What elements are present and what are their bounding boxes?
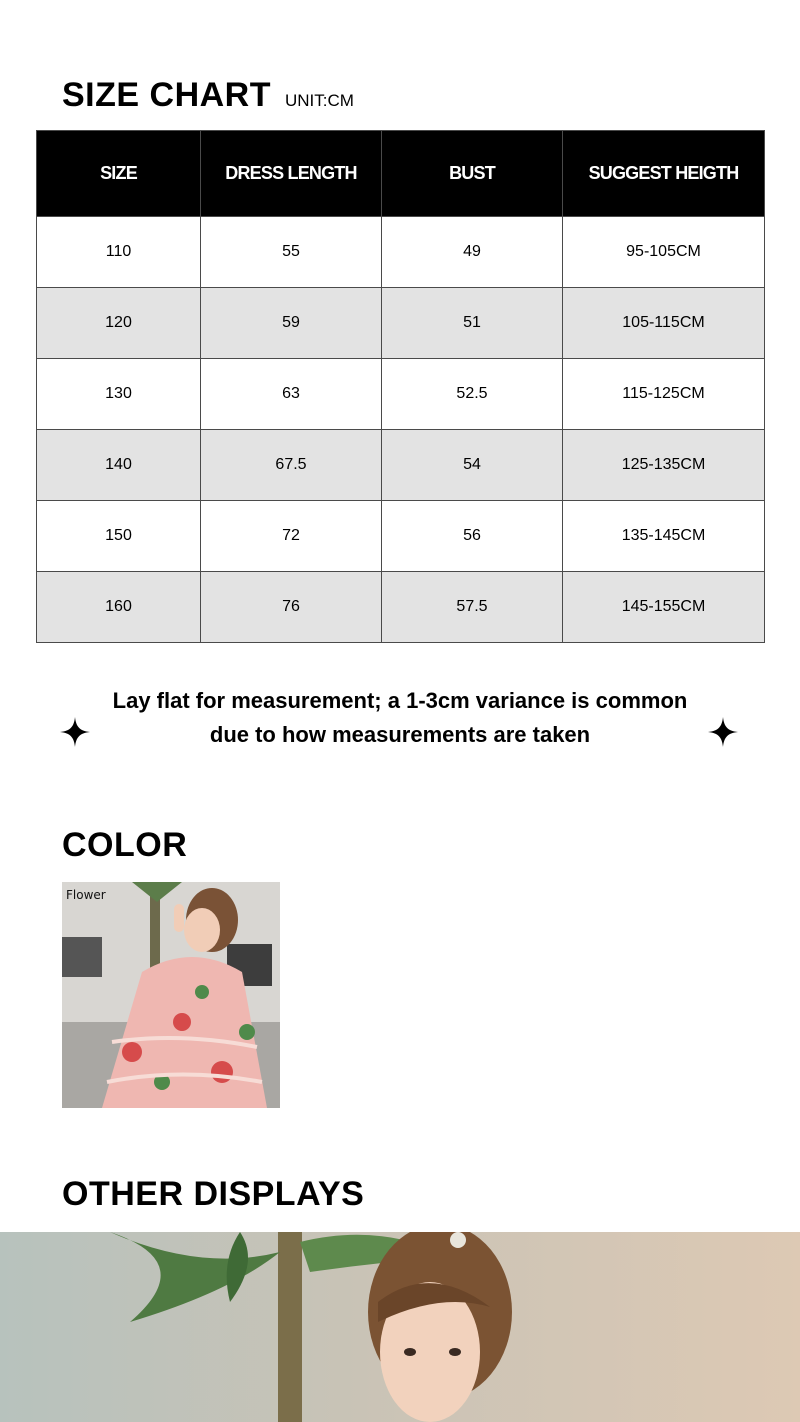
cell-size: 150: [37, 501, 201, 572]
unit-label: UNIT:CM: [285, 91, 354, 110]
size-chart-table: [36, 130, 765, 643]
header-suggest-height: SUGGEST HEIGTH: [563, 131, 765, 217]
color-swatch-flower[interactable]: [62, 882, 280, 1108]
cell-bust: 51: [382, 288, 563, 359]
measurement-note: [60, 684, 740, 752]
other-displays-title: OTHER DISPLAYS: [62, 1175, 365, 1213]
table-row: [37, 430, 765, 501]
table-row: [37, 501, 765, 572]
table-row: [37, 217, 765, 288]
cell-bust: 49: [382, 217, 563, 288]
cell-suggest-height: 105-115CM: [563, 288, 765, 359]
table-row: [37, 288, 765, 359]
product-photo-thumbnail: [62, 882, 280, 1108]
header-bust: BUST: [382, 131, 563, 217]
cell-suggest-height: 115-125CM: [563, 359, 765, 430]
cell-size: 120: [37, 288, 201, 359]
table-header-row: [37, 131, 765, 217]
sparkle-icon: [60, 717, 90, 747]
cell-size: 140: [37, 430, 201, 501]
cell-bust: 57.5: [382, 572, 563, 643]
cell-dress-length: 72: [201, 501, 382, 572]
size-chart-heading: [62, 76, 354, 115]
header-dress-length: DRESS LENGTH: [201, 131, 382, 217]
color-section-title: COLOR: [62, 826, 188, 864]
cell-size: 160: [37, 572, 201, 643]
cell-dress-length: 63: [201, 359, 382, 430]
cell-dress-length: 67.5: [201, 430, 382, 501]
product-photo-large: [0, 1232, 800, 1422]
cell-suggest-height: 125-135CM: [563, 430, 765, 501]
table-row: [37, 359, 765, 430]
table-row: [37, 572, 765, 643]
cell-dress-length: 55: [201, 217, 382, 288]
swatch-label: Flower: [66, 888, 106, 902]
cell-bust: 56: [382, 501, 563, 572]
cell-suggest-height: 145-155CM: [563, 572, 765, 643]
cell-bust: 52.5: [382, 359, 563, 430]
measurement-note-text: Lay flat for measurement; a 1-3cm variance is common due to how measurements are taken: [112, 688, 688, 747]
cell-suggest-height: 95-105CM: [563, 217, 765, 288]
header-size: SIZE: [37, 131, 201, 217]
cell-size: 130: [37, 359, 201, 430]
cell-suggest-height: 135-145CM: [563, 501, 765, 572]
display-photo: [0, 1232, 800, 1422]
cell-size: 110: [37, 217, 201, 288]
cell-bust: 54: [382, 430, 563, 501]
cell-dress-length: 76: [201, 572, 382, 643]
sparkle-icon: [708, 717, 738, 747]
cell-dress-length: 59: [201, 288, 382, 359]
size-chart-title: SIZE CHART: [62, 76, 271, 114]
